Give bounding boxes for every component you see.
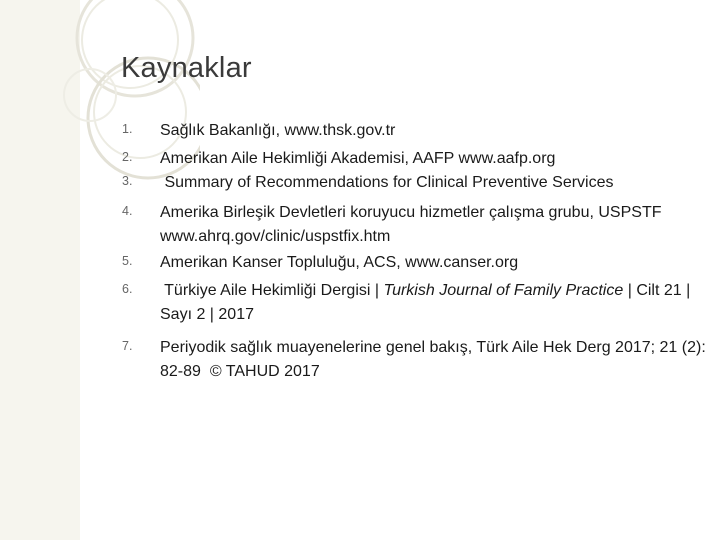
reference-number: 4. (122, 204, 133, 218)
reference-text: Sağlık Bakanlığı, www.thsk.gov.tr (160, 122, 396, 139)
journal-name: Turkish Journal of Family Practice (383, 282, 624, 299)
reference-text-part: Türkiye Aile Hekimliği Dergisi | (160, 282, 384, 299)
reference-text (160, 279, 708, 326)
reference-number: 1. (122, 122, 133, 136)
reference-text: Amerikan Kanser Topluluğu, ACS, www.canser.org (160, 254, 519, 271)
reference-text: Amerika Birleşik Devletleri koruyucu hizmetler çalışma grubu, USPSTF www.ahrq.gov/clinic/uspstfix.htm (160, 204, 662, 245)
reference-text-part: | Cilt 21 | Sayı 2 | 2017 (160, 282, 691, 323)
reference-number: 5. (122, 254, 133, 268)
reference-number: 2. (122, 150, 133, 164)
reference-text: Summary of Recommendations for Clinical Preventive Services (160, 174, 614, 191)
slide-title: Kaynaklar (121, 52, 252, 84)
reference-text: Amerikan Aile Hekimliği Akademisi, AAFP www.aafp.org (160, 150, 556, 167)
reference-number: 6. (122, 282, 133, 296)
reference-text: Periyodik sağlık muayenelerine genel bakış, Türk Aile Hek Derg 2017; 21 (2): 82-89 © TAHUD 2017 (160, 339, 711, 380)
reference-number: 7. (122, 339, 133, 353)
reference-number: 3. (122, 174, 133, 188)
